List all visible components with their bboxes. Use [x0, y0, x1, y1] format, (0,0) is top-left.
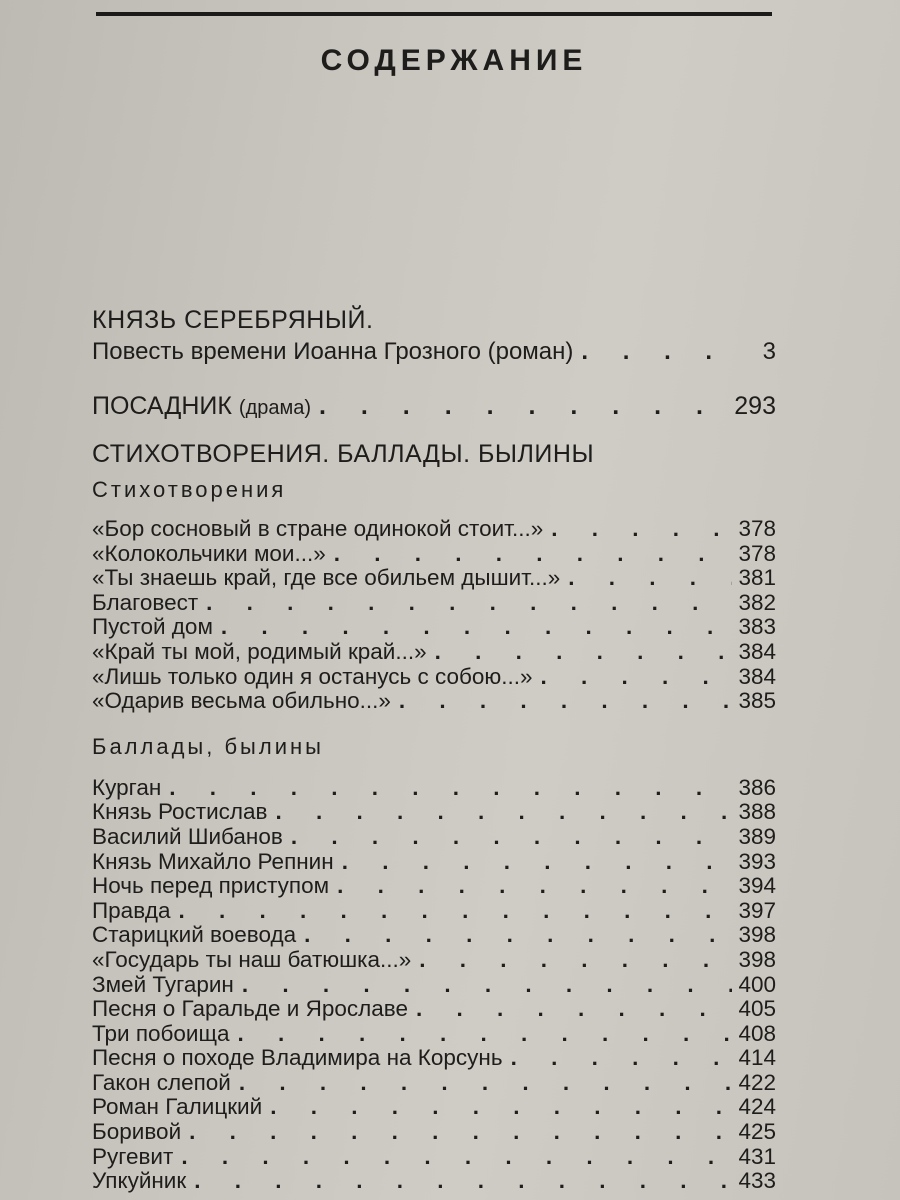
page-number: 398: [738, 947, 776, 972]
entry-title: Гакон слепой: [92, 1070, 231, 1095]
leader-dots: [549, 517, 732, 542]
leader-dots: [317, 392, 730, 421]
leader-dots: [433, 640, 732, 665]
page-number: 408: [738, 1021, 776, 1046]
leader-dots: [237, 1071, 732, 1096]
leader-dots: [268, 1095, 732, 1120]
toc-entry: [92, 899, 776, 924]
page-number: 386: [738, 775, 776, 800]
leader-dots: [219, 615, 732, 640]
toc-entry: [92, 392, 776, 421]
toc-section-2: [92, 392, 776, 421]
toc-entry: [92, 566, 776, 591]
leader-dots: [335, 874, 732, 899]
subsection-title-poems: Стихотворения: [92, 477, 287, 502]
section-title: ПОСАДНИК: [92, 392, 232, 420]
entry-title: Благовест: [92, 590, 199, 615]
leader-dots: [414, 997, 732, 1022]
toc-entry: [92, 1046, 776, 1071]
page-number: 378: [738, 517, 776, 541]
entry-title: Повесть времени Иоанна Грозного: [92, 338, 481, 365]
leader-dots: [187, 1120, 732, 1145]
toc-entry: [92, 1022, 776, 1047]
entry-title: Змей Тугарин: [92, 972, 234, 997]
page-number: 389: [738, 824, 776, 849]
toc-entry: [92, 1169, 776, 1194]
entry-title: Правда: [92, 898, 171, 923]
leader-dots: [204, 591, 732, 616]
leader-dots: [192, 1169, 732, 1194]
leader-dots: [236, 1022, 732, 1047]
page-number: 393: [738, 849, 776, 874]
page-number: 384: [738, 664, 776, 689]
toc-entry: [92, 640, 776, 665]
entry-title: «Лишь только один я останусь с собою...»: [92, 664, 533, 689]
toc-entry: [92, 825, 776, 850]
toc-entry: [92, 973, 776, 998]
entry-title: «Бор сосновый в стране одинокой стоит...»: [92, 517, 544, 541]
page-number: 397: [738, 898, 776, 923]
toc-entry: [92, 800, 776, 825]
page-number: 398: [738, 923, 776, 948]
leader-dots: [289, 825, 732, 850]
leader-dots: [509, 1046, 732, 1071]
entry-title: «Край ты мой, родимый край...»: [92, 639, 427, 664]
toc-entry: [92, 1095, 776, 1120]
entry-title: Песня о Гаральде и Ярославе: [92, 997, 408, 1022]
toc-entry: [92, 665, 776, 690]
toc-entry: [92, 923, 776, 948]
leader-dots: [177, 899, 732, 924]
entry-note: (драма): [238, 397, 312, 419]
toc-entry: [92, 948, 776, 973]
entry-title: «Государь ты наш батюшка...»: [92, 947, 412, 972]
leader-dots: [179, 1145, 732, 1170]
page-number: 394: [738, 874, 776, 899]
entry-title: Ругевит: [92, 1144, 174, 1169]
page-number: 293: [734, 392, 776, 420]
leader-dots: [417, 948, 732, 973]
page-number: 385: [738, 689, 776, 714]
leader-dots: [167, 776, 732, 801]
toc-entry: [92, 615, 776, 640]
entry-title: Василий Шибанов: [92, 824, 283, 849]
toc-entry: [92, 874, 776, 899]
entry-title: Песня о походе Владимира на Корсунь: [92, 1046, 503, 1071]
page-number: 383: [738, 615, 776, 640]
leader-dots: [539, 665, 732, 690]
toc-entry: [92, 542, 776, 567]
page-number: 424: [738, 1095, 776, 1120]
entry-title: Князь Ростислав: [92, 800, 268, 825]
poems-list: [92, 517, 776, 714]
toc-entry: [92, 591, 776, 616]
page-number: 425: [738, 1120, 776, 1145]
page-number: 382: [738, 590, 776, 615]
leader-dots: [397, 689, 732, 714]
leader-dots: [579, 337, 732, 367]
top-rule: [96, 12, 772, 16]
entry-title: «Ты знаешь край, где все обильем дышит...»: [92, 566, 561, 591]
entry-title: Роман Галицкий: [92, 1095, 263, 1120]
entry-note: (роман): [487, 338, 574, 365]
entry-title: Ночь перед приступом: [92, 874, 330, 899]
toc-entry: [92, 689, 776, 714]
entry-title: Старицкий воевода: [92, 923, 297, 948]
page-number: 378: [738, 541, 776, 566]
page-number: 3: [762, 338, 776, 365]
page-number: 381: [738, 566, 776, 591]
entry-title: Три побоища: [92, 1021, 230, 1046]
leader-dots: [566, 566, 732, 591]
section-title: КНЯЗЬ СЕРЕБРЯНЫЙ.: [92, 306, 374, 334]
entry-title: Пустой дом: [92, 615, 213, 640]
page-number: 414: [738, 1046, 776, 1071]
page-number: 422: [738, 1070, 776, 1095]
page-number: 400: [738, 972, 776, 997]
entry-title: Курган: [92, 775, 162, 800]
leader-dots: [332, 542, 732, 567]
entry-title: «Колокольчики мои...»: [92, 541, 326, 566]
section-title: СТИХОТВОРЕНИЯ. БАЛЛАДЫ. БЫЛИНЫ: [92, 440, 595, 468]
page-number: 431: [738, 1144, 776, 1169]
leader-dots: [240, 973, 732, 998]
toc-entry: [92, 997, 776, 1022]
page-number: 433: [738, 1169, 776, 1194]
toc-entry: [92, 517, 776, 542]
toc-entry: [92, 1071, 776, 1096]
leader-dots: [274, 800, 732, 825]
page-number: 388: [738, 800, 776, 825]
entry-title: Упкуйник: [92, 1169, 187, 1194]
entry-title: Боривой: [92, 1120, 182, 1145]
toc-entry: [92, 1145, 776, 1170]
leader-dots: [302, 923, 732, 948]
toc-section-3: [92, 440, 776, 1194]
page-number: 384: [738, 639, 776, 664]
toc-entry: [92, 776, 776, 801]
toc-section-1: [92, 306, 776, 367]
leader-dots: [340, 850, 732, 875]
entry-title: Князь Михайло Репнин: [92, 849, 334, 874]
toc-entry: [92, 337, 776, 367]
entry-title: «Одарив весьма обильно...»: [92, 689, 391, 714]
ballads-list: [92, 776, 776, 1194]
page-number: 405: [738, 997, 776, 1022]
toc-entry: [92, 1120, 776, 1145]
toc-entry: [92, 850, 776, 875]
page-heading: СОДЕРЖАНИЕ: [320, 44, 588, 77]
subsection-title-ballads: Баллады, былины: [92, 733, 324, 759]
